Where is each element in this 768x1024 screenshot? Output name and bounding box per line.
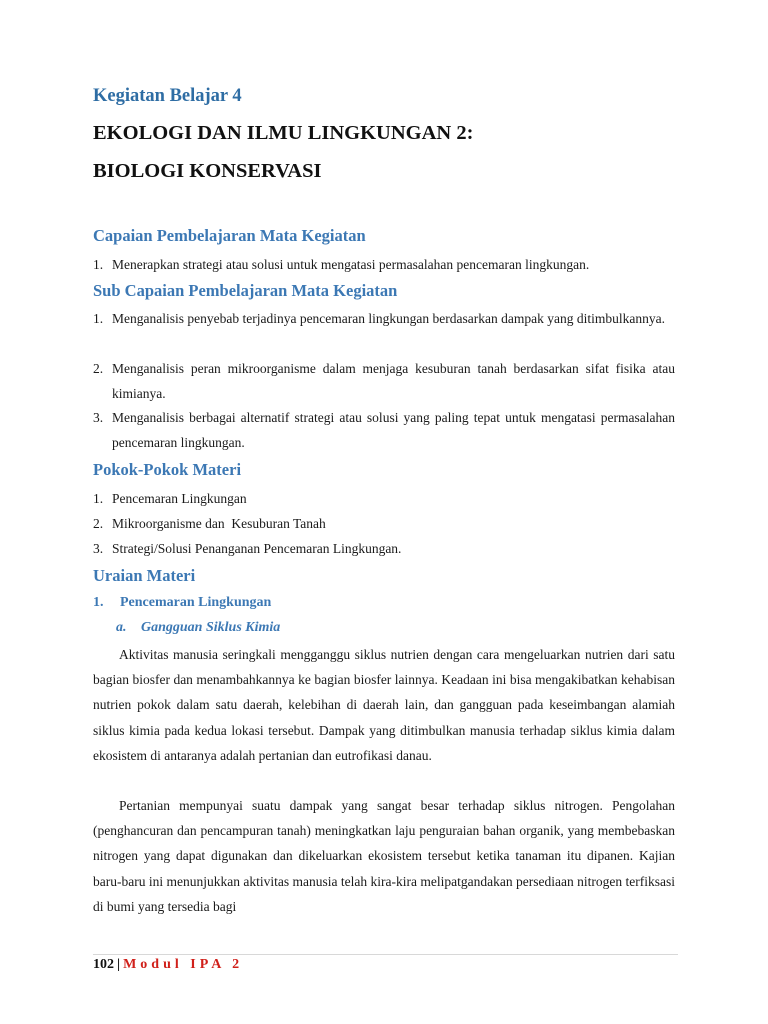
list-number: 2.: [93, 361, 104, 376]
list-text: Strategi/Solusi Penanganan Pencemaran Lingkungan.: [112, 541, 402, 556]
list-item: [93, 252, 675, 277]
list-text: Pencemaran Lingkungan: [112, 491, 247, 506]
list-number: 1.: [93, 257, 104, 272]
list-number: 1.: [93, 491, 104, 506]
sub-capaian-heading: Sub Capaian Pembelajaran Mata Kegiatan: [93, 281, 398, 300]
pokok-heading: Pokok-Pokok Materi: [93, 460, 242, 479]
capaian-heading: Capaian Pembelajaran Mata Kegiatan: [93, 226, 366, 245]
list-item: [93, 405, 675, 455]
subsection-title: Gangguan Siklus Kimia: [141, 620, 281, 635]
list-text: Menerapkan strategi atau solusi untuk mengatasi permasalahan pencemaran lingkungan.: [112, 257, 590, 272]
section-number: 1.: [93, 595, 104, 610]
kegiatan-label: Kegiatan Belajar 4: [93, 86, 242, 106]
list-number: 3.: [93, 541, 104, 556]
list-number: 2.: [93, 516, 104, 531]
list-item: [93, 486, 675, 511]
page-number: 102: [93, 957, 114, 972]
list-item: [93, 511, 675, 536]
list-item: [93, 536, 675, 561]
body-paragraph: Aktivitas manusia seringkali mengganggu siklus nutrien dengan cara mengeluarkan nutrien dari satu bagian biosfer dan menambahkannya ke bagian biosfer lainnya. Keadaan ini bisa mengakibatkan kehabisan nutrien pokok dalam satu daerah, kelebihan di daerah lain, dan gangguan pada keseimbangan alamiah siklus kimia pada kedua lokasi tersebut. Dampak yang ditimbulkan manusia terhadap siklus kimia dalam ekosistem di antaranya adalah pertanian dan eutrofikasi danau.: [93, 647, 675, 763]
list-number: 1.: [93, 311, 104, 326]
footer-separator: |: [117, 957, 121, 972]
subsection-letter: a.: [116, 620, 127, 635]
title-line-1: EKOLOGI DAN ILMU LINGKUNGAN 2:: [93, 122, 474, 144]
uraian-heading: Uraian Materi: [93, 566, 196, 585]
list-text: Menganalisis berbagai alternatif strategi atau solusi yang paling tepat untuk mengatasi permasalahan pencemaran lingkungan.: [112, 410, 675, 450]
page-footer: [93, 957, 243, 973]
list-text: Menganalisis penyebab terjadinya pencemaran lingkungan berdasarkan dampak yang ditimbulkannya.: [112, 311, 665, 326]
module-name: Modul IPA 2: [123, 957, 244, 972]
section-title: Pencemaran Lingkungan: [120, 595, 272, 610]
list-item: [93, 356, 675, 406]
list-text: Menganalisis peran mikroorganisme dalam menjaga kesuburan tanah berdasarkan sifat fisika atau kimianya.: [112, 361, 675, 401]
title-line-2: BIOLOGI KONSERVASI: [93, 160, 322, 182]
body-paragraph: Pertanian mempunyai suatu dampak yang sangat besar terhadap siklus nitrogen. Pengolahan (penghancuran dan pencampuran tanah) meningkatkan laju penguraian bahan organik, yang membebaskan nitrogen yang dapat digunakan dan dikeluarkan ekosistem tersebut ketika tanaman itu dipanen. Kajian baru-baru ini menunjukkan aktivitas manusia telah kira-kira melipatgandakan persediaan nitrogen terfiksasi di bumi yang tersedia bagi: [93, 798, 675, 914]
list-text: Mikroorganisme dan Kesuburan Tanah: [112, 516, 326, 531]
list-item: [93, 306, 675, 331]
list-number: 3.: [93, 410, 104, 425]
footer-divider: [93, 954, 678, 955]
